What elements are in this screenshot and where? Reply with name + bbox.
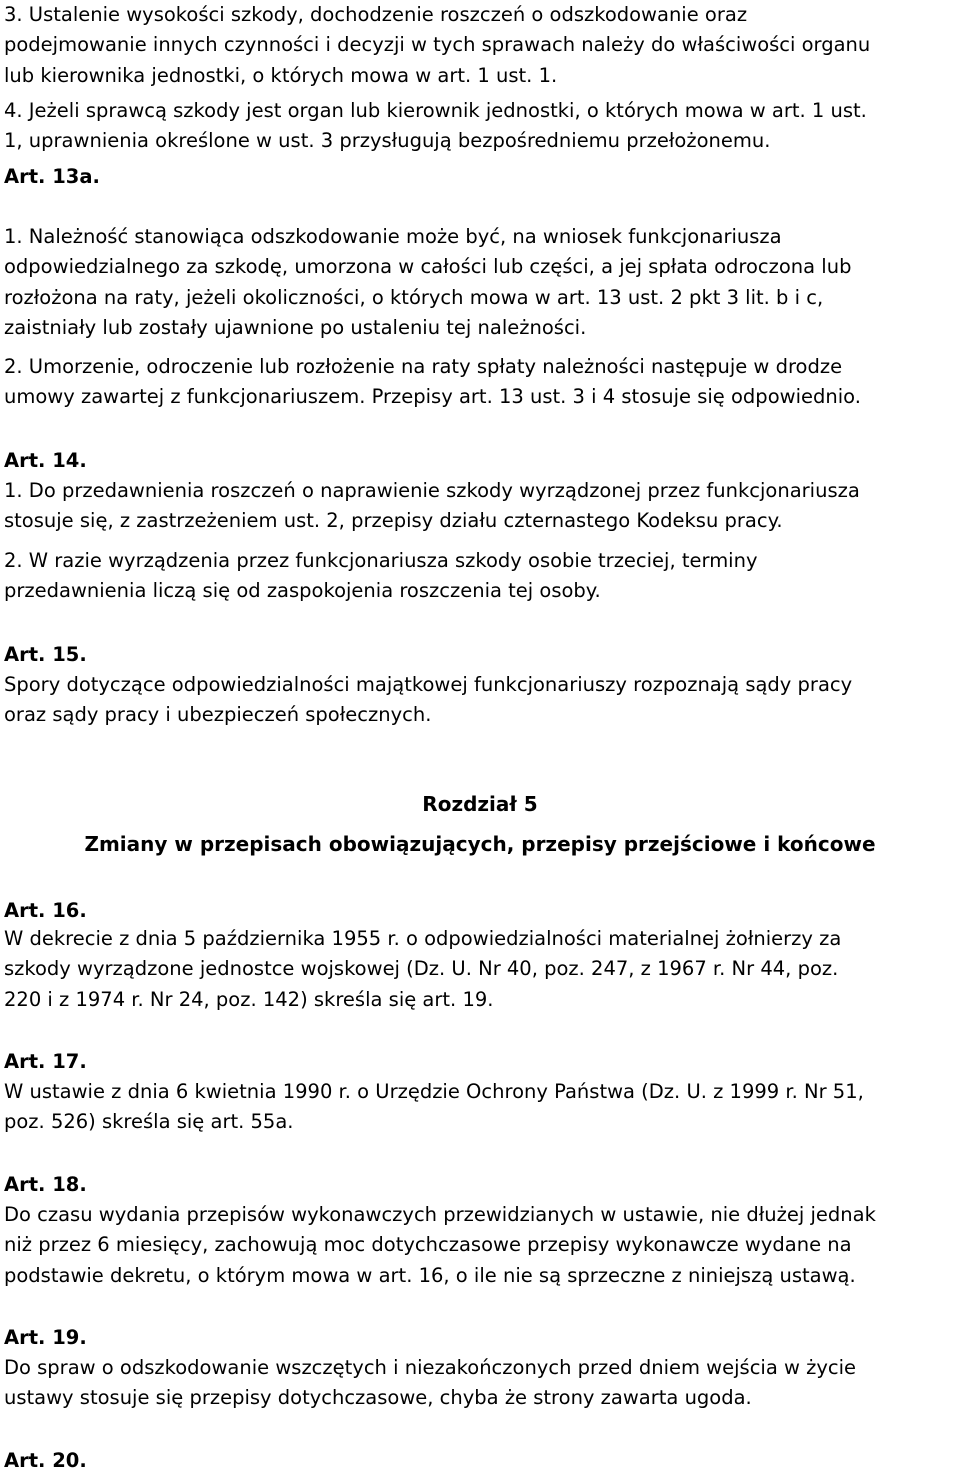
text-line: Spory dotyczące odpowiedzialności majątkowej funkcjonariuszy rozpoznają sądy pracy <box>4 673 853 696</box>
paragraph-3 <box>4 0 870 91</box>
article-heading-17: Art. 17. <box>4 1050 87 1073</box>
paragraph-16 <box>4 924 841 1015</box>
text-line: podstawie dekretu, o którym mowa w art. 16, o ile nie są sprzeczne z niniejszą ustawą. <box>4 1263 856 1287</box>
text-line: poz. 526) skreśla się art. 55a. <box>4 1110 294 1134</box>
article-heading-15: Art. 15. <box>4 643 87 666</box>
text-line: 4. Jeżeli sprawcą szkody jest organ lub kierownik jednostki, o których mowa w art. 1 ust. <box>4 99 867 122</box>
text-line: rozłożona na raty, jeżeli okoliczności, o których mowa w art. 13 ust. 2 pkt 3 lit. b i c, <box>4 285 824 309</box>
text-line: niż przez 6 miesięcy, zachowują moc dotychczasowe przepisy wykonawcze wydane na <box>4 1233 852 1257</box>
text-line: Do czasu wydania przepisów wykonawczych przewidzianych w ustawie, nie dłużej jednak <box>4 1203 876 1226</box>
paragraph-14-2 <box>4 546 758 607</box>
paragraph-18 <box>4 1200 876 1291</box>
text-line: W ustawie z dnia 6 kwietnia 1990 r. o Urzędzie Ochrony Państwa (Dz. U. z 1999 r. Nr 51, <box>4 1080 864 1103</box>
article-heading-18: Art. 18. <box>4 1173 87 1196</box>
text-line: szkody wyrządzone jednostce wojskowej (Dz. U. Nr 40, poz. 247, z 1967 r. Nr 44, poz. <box>4 957 839 981</box>
text-line: lub kierownika jednostki, o których mowa w art. 1 ust. 1. <box>4 63 558 87</box>
paragraph-17 <box>4 1077 864 1138</box>
paragraph-14-1 <box>4 476 860 537</box>
article-heading-13a: Art. 13a. <box>4 165 100 188</box>
article-heading-19: Art. 19. <box>4 1326 87 1349</box>
text-line: W dekrecie z dnia 5 października 1955 r. o odpowiedzialności materialnej żołnierzy za <box>4 927 842 950</box>
text-line: 220 i z 1974 r. Nr 24, poz. 142) skreśla się art. 19. <box>4 987 494 1011</box>
paragraph-4 <box>4 96 867 157</box>
text-line: 2. W razie wyrządzenia przez funkcjonariusza szkody osobie trzeciej, terminy <box>4 549 758 572</box>
text-line: zaistniały lub zostały ujawnione po ustaleniu tej należności. <box>4 316 587 340</box>
article-heading-16: Art. 16. <box>4 899 87 922</box>
text-line: ustawy stosuje się przepisy dotychczasowe, chyba że strony zawarta ugoda. <box>4 1386 752 1410</box>
text-line: 2. Umorzenie, odroczenie lub rozłożenie na raty spłaty należności następuje w drodze <box>4 355 843 378</box>
paragraph-15 <box>4 670 852 731</box>
text-line: odpowiedzialnego za szkodę, umorzona w całości lub części, a jej spłata odroczona lub <box>4 255 852 279</box>
article-heading-20: Art. 20. <box>4 1449 87 1472</box>
chapter-title: Zmiany w przepisach obowiązujących, przepisy przejściowe i końcowe <box>84 832 876 856</box>
paragraph-19 <box>4 1353 856 1414</box>
text-line: stosuje się, z zastrzeżeniem ust. 2, przepisy działu czternastego Kodeksu pracy. <box>4 509 783 533</box>
text-line: 1, uprawnienia określone w ust. 3 przysługują bezpośredniemu przełożonemu. <box>4 129 771 153</box>
text-line: umowy zawartej z funkcjonariuszem. Przepisy art. 13 ust. 3 i 4 stosuje się odpowiednio. <box>4 385 861 409</box>
article-heading-14: Art. 14. <box>4 449 87 472</box>
text-line: podejmowanie innych czynności i decyzji w tych sprawach należy do właściwości organu <box>4 33 871 57</box>
text-line: Do spraw o odszkodowanie wszczętych i niezakończonych przed dniem wejścia w życie <box>4 1356 857 1379</box>
text-line: 3. Ustalenie wysokości szkody, dochodzenie roszczeń o odszkodowanie oraz <box>4 3 748 26</box>
paragraph-13a-1 <box>4 222 851 344</box>
text-line: 1. Do przedawnienia roszczeń o naprawienie szkody wyrządzonej przez funkcjonariusza <box>4 479 860 502</box>
text-line: 1. Należność stanowiąca odszkodowanie może być, na wniosek funkcjonariusza <box>4 225 782 248</box>
text-line: oraz sądy pracy i ubezpieczeń społecznych. <box>4 703 432 727</box>
chapter-number: Rozdział 5 <box>422 792 538 816</box>
paragraph-13a-2 <box>4 352 861 413</box>
text-line: przedawnienia liczą się od zaspokojenia roszczenia tej osoby. <box>4 579 601 603</box>
